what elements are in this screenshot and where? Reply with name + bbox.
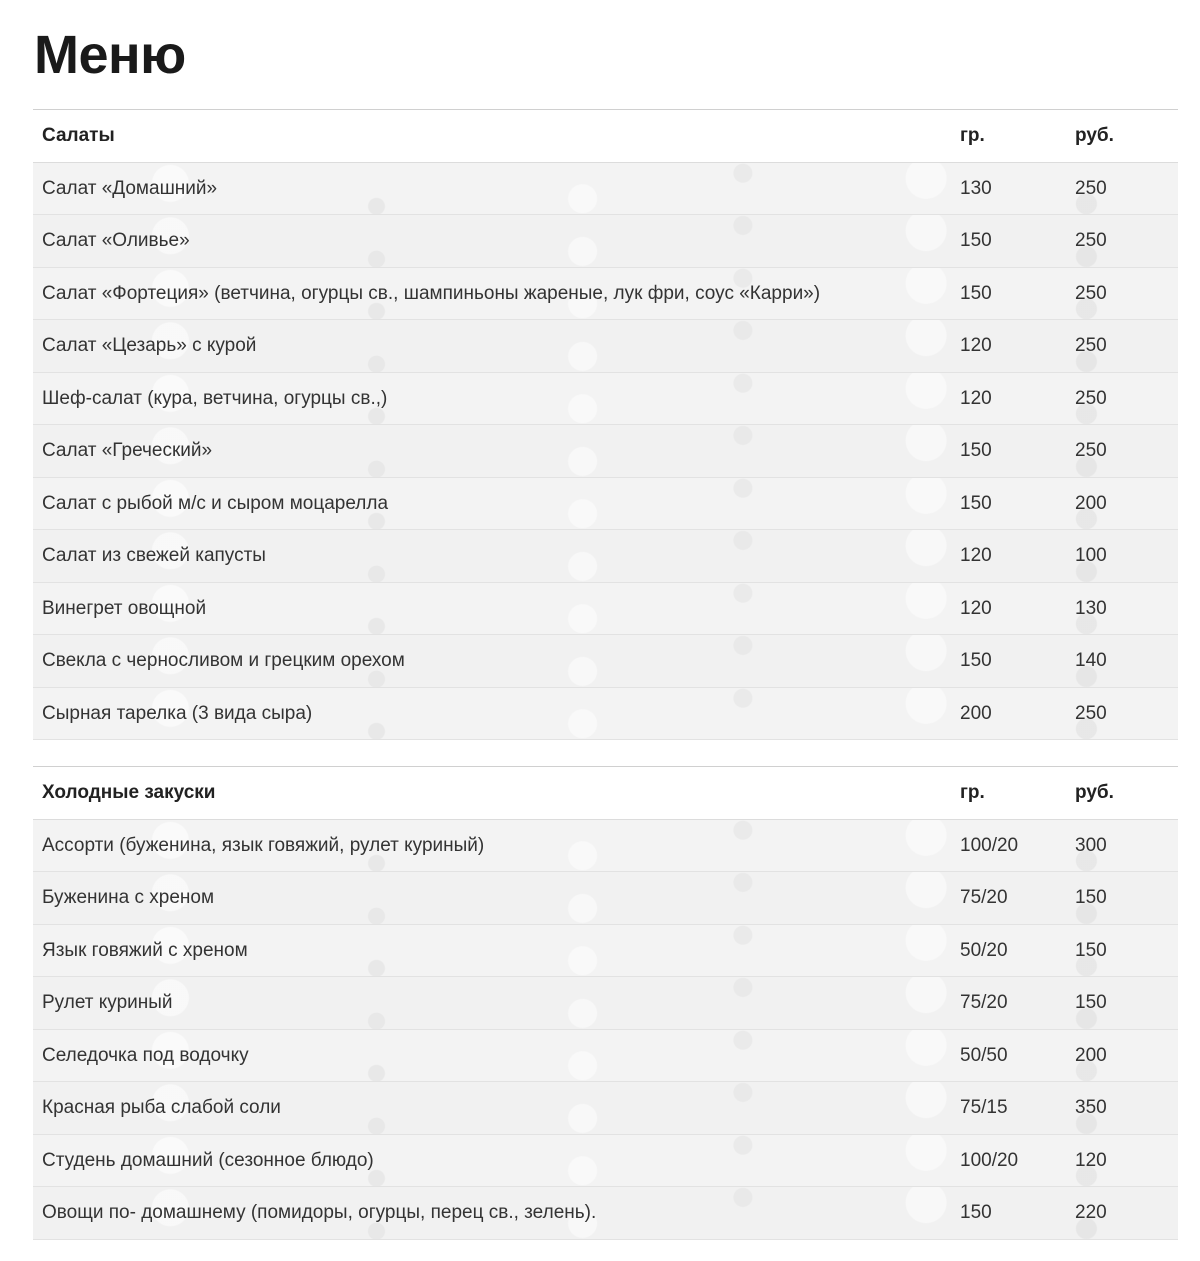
dish-name: Буженина с хреном: [42, 887, 215, 908]
menu-item-row: [33, 635, 1178, 688]
menu-item-row: [33, 583, 1178, 636]
dish-price: 300: [1075, 834, 1107, 856]
dish-name: Салат с рыбой м/с и сыром моцарелла: [42, 492, 389, 514]
menu-item-row: [33, 925, 1178, 978]
menu-item-row: [33, 820, 1178, 873]
dish-name: Овощи по- домашнему (помидоры, огурцы, перец св., зелень).: [42, 1202, 597, 1223]
dish-price: 140: [1075, 650, 1107, 671]
section-header-row: [33, 767, 1178, 820]
menu-item-row: [33, 872, 1178, 925]
dish-price: 250: [1075, 387, 1107, 409]
menu-item-row: [33, 977, 1178, 1030]
menu-section-salads: [33, 110, 1178, 740]
menu-item-row: [33, 1187, 1178, 1240]
dish-name: Салат «Цезарь» с курой: [42, 335, 257, 356]
dish-price: 220: [1075, 1202, 1107, 1223]
dish-price: 100: [1075, 545, 1107, 566]
menu-item-row: [33, 268, 1178, 321]
dish-price: 200: [1075, 492, 1107, 514]
menu-item-row: [33, 478, 1178, 531]
menu-item-row: [33, 1030, 1178, 1083]
dish-weight: 200: [960, 702, 992, 724]
menu-item-row: [33, 425, 1178, 478]
dish-name: Селедочка под водочку: [42, 1044, 249, 1066]
menu-item-row: [33, 530, 1178, 583]
dish-name: Винегрет овощной: [42, 597, 207, 619]
dish-name: Салат «Греческий»: [42, 440, 213, 461]
dish-weight: 150: [960, 650, 992, 671]
dish-price: 150: [1075, 939, 1107, 961]
price-column-header: руб.: [1075, 782, 1114, 803]
dish-price: 350: [1075, 1097, 1107, 1118]
dish-price: 250: [1075, 335, 1107, 356]
dish-price: 250: [1075, 282, 1107, 304]
dish-name: Салат из свежей капусты: [42, 545, 266, 566]
section-title: Салаты: [42, 125, 115, 146]
menu-item-row: [33, 373, 1178, 426]
dish-price: 130: [1075, 597, 1107, 619]
section-header-row: [33, 110, 1178, 163]
weight-column-header: гр.: [960, 125, 985, 146]
dish-name: Шеф-салат (кура, ветчина, огурцы св.,): [42, 387, 388, 409]
dish-weight: 120: [960, 545, 992, 566]
price-column-header: руб.: [1075, 125, 1114, 146]
menu-item-row: [33, 688, 1178, 741]
dish-weight: 120: [960, 387, 992, 409]
dish-price: 120: [1075, 1149, 1107, 1171]
dish-name: Салат «Оливье»: [42, 230, 190, 251]
page-title: Меню: [34, 25, 186, 85]
menu-item-row: [33, 215, 1178, 268]
dish-weight: 150: [960, 440, 992, 461]
dish-price: 150: [1075, 992, 1107, 1013]
dish-name: Рулет куриный: [42, 992, 173, 1013]
dish-weight: 50/20: [960, 939, 1008, 961]
dish-name: Студень домашний (сезонное блюдо): [42, 1149, 374, 1171]
dish-weight: 50/50: [960, 1044, 1008, 1066]
dish-weight: 100/20: [960, 834, 1019, 856]
dish-name: Сырная тарелка (3 вида сыра): [42, 702, 313, 724]
dish-name: Салат «Домашний»: [42, 177, 218, 199]
dish-price: 250: [1075, 230, 1107, 251]
dish-weight: 120: [960, 597, 992, 619]
dish-price: 250: [1075, 177, 1107, 199]
dish-price: 200: [1075, 1044, 1107, 1066]
dish-weight: 150: [960, 1202, 992, 1223]
menu-section-cold-appetizers: [33, 767, 1178, 1240]
menu-item-row: [33, 163, 1178, 216]
dish-weight: 130: [960, 177, 992, 199]
dish-weight: 100/20: [960, 1149, 1019, 1171]
dish-weight: 75/20: [960, 992, 1008, 1013]
weight-column-header: гр.: [960, 782, 985, 803]
menu-item-row: [33, 1135, 1178, 1188]
dish-weight: 150: [960, 230, 992, 251]
dish-weight: 150: [960, 492, 992, 514]
dish-weight: 120: [960, 335, 992, 356]
dish-name: Салат «Фортеция» (ветчина, огурцы св., шампиньоны жареные, лук фри, соус «Карри»): [42, 282, 821, 304]
dish-price: 150: [1075, 887, 1107, 908]
dish-weight: 150: [960, 282, 992, 304]
dish-name: Язык говяжий с хреном: [42, 939, 248, 961]
dish-weight: 75/15: [960, 1097, 1008, 1118]
dish-price: 250: [1075, 702, 1107, 724]
menu-item-row: [33, 1082, 1178, 1135]
dish-price: 250: [1075, 440, 1107, 461]
dish-name: Ассорти (буженина, язык говяжий, рулет куриный): [42, 834, 485, 856]
dish-name: Красная рыба слабой соли: [42, 1097, 281, 1118]
dish-name: Свекла с черносливом и грецким орехом: [42, 650, 405, 671]
section-title: Холодные закуски: [42, 782, 216, 803]
dish-weight: 75/20: [960, 887, 1008, 908]
menu-item-row: [33, 320, 1178, 373]
